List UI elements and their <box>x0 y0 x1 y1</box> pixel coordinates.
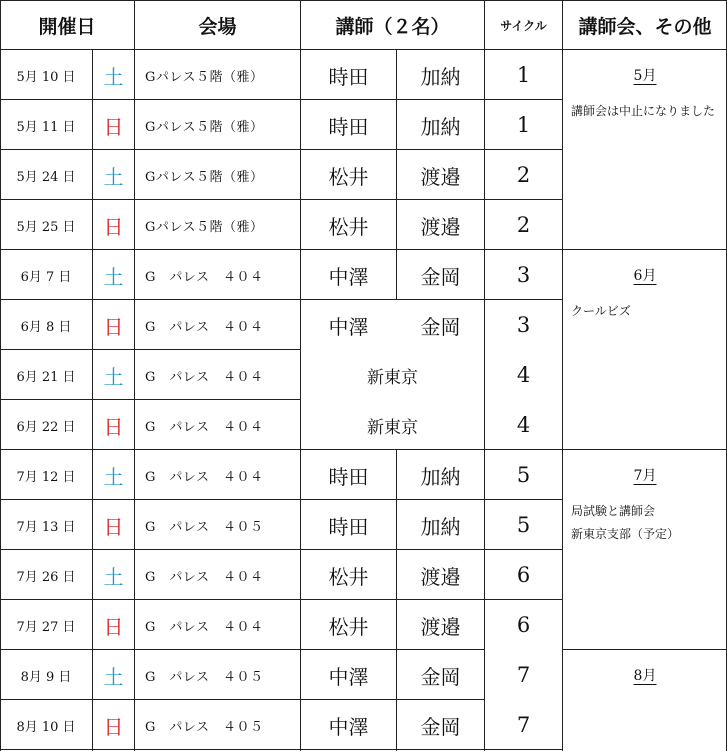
row-day-of-week: 日 <box>103 314 124 339</box>
row-venue: G パレス ４０４ <box>145 469 264 485</box>
row-date: 5月 11 日 <box>16 119 76 135</box>
row-venue: G パレス ４０５ <box>145 519 264 535</box>
row-instructor-2: 金岡 <box>420 314 461 339</box>
row-day-of-week: 日 <box>103 214 124 239</box>
grid-line <box>485 199 563 200</box>
grid-line <box>563 649 727 650</box>
grid-line <box>301 449 485 450</box>
row-cycle: 6 <box>516 613 531 637</box>
row-venue: Gパレス５階（雅） <box>145 119 264 135</box>
row-cycle: 2 <box>516 163 531 187</box>
grid-line <box>0 199 301 200</box>
notes-month-jun: 6月 <box>633 268 657 284</box>
grid-line <box>301 299 485 300</box>
notes-month-may: 5月 <box>633 68 657 84</box>
grid-line <box>0 99 301 100</box>
row-date: 5月 25 日 <box>16 219 76 235</box>
row-instructor-1: 時田 <box>328 514 369 539</box>
row-instructor-1: 松井 <box>328 164 369 189</box>
grid-line <box>301 149 485 150</box>
row-cycle: 3 <box>516 263 531 287</box>
row-date: 5月 24 日 <box>16 169 76 185</box>
row-venue: G パレス ４０５ <box>145 719 264 735</box>
grid-line <box>0 599 301 600</box>
row-day-of-week: 日 <box>103 514 124 539</box>
row-instructor-2: 金岡 <box>420 664 461 689</box>
grid-line <box>0 0 727 1</box>
grid-line <box>0 49 727 50</box>
grid-line <box>485 249 563 250</box>
row-date: 7月 26 日 <box>16 569 76 585</box>
notes-text-jun: クールビズ <box>571 304 631 318</box>
row-venue: Gパレス５階（雅） <box>145 219 264 235</box>
row-instructor-2: 加納 <box>420 64 461 89</box>
row-day-of-week: 日 <box>103 414 124 439</box>
grid-line <box>301 699 485 700</box>
grid-line <box>0 399 301 400</box>
grid-line <box>485 449 563 450</box>
row-cycle: 7 <box>516 663 531 687</box>
grid-line <box>485 749 563 750</box>
grid-line <box>563 249 727 250</box>
row-instructor-2: 加納 <box>420 514 461 539</box>
grid-line <box>485 149 563 150</box>
grid-line <box>301 599 485 600</box>
row-cycle: 1 <box>516 113 531 137</box>
grid-line <box>301 499 485 500</box>
grid-line <box>396 50 397 300</box>
notes-text-may: 講師会は中止になりました <box>571 104 716 118</box>
row-instructor-2: 渡邉 <box>420 614 461 639</box>
row-instructor-2: 金岡 <box>420 264 461 289</box>
row-date: 8月 10 日 <box>16 719 76 735</box>
row-venue: G パレス ４０４ <box>145 269 264 285</box>
grid-line <box>484 0 485 751</box>
row-date: 6月 7 日 <box>20 269 72 285</box>
grid-line <box>485 499 563 500</box>
grid-line <box>0 349 301 350</box>
grid-line <box>0 549 301 550</box>
row-instructor-2: 渡邉 <box>420 164 461 189</box>
row-cycle: 5 <box>516 513 531 537</box>
header-notes: 講師会、その他 <box>578 15 712 38</box>
grid-line <box>485 549 563 550</box>
row-venue: G パレス ４０４ <box>145 569 264 585</box>
grid-line <box>300 0 301 751</box>
row-instructor-2: 加納 <box>420 464 461 489</box>
row-day-of-week: 土 <box>103 664 124 689</box>
grid-line <box>0 0 1 751</box>
grid-line <box>92 50 93 751</box>
row-cycle: 4 <box>516 363 531 387</box>
row-cycle: 1 <box>516 63 531 87</box>
grid-line <box>0 299 301 300</box>
row-day-of-week: 土 <box>103 464 124 489</box>
grid-line <box>396 450 397 751</box>
grid-line <box>0 699 301 700</box>
grid-line <box>563 449 727 450</box>
grid-line <box>301 749 485 750</box>
grid-line <box>485 299 563 300</box>
row-venue: G パレス ４０４ <box>145 369 264 385</box>
row-instructor-1: 中澤 <box>328 264 369 289</box>
notes-text-jul: 局試験と講師会 新東京支部（予定） <box>571 504 680 541</box>
row-date: 7月 13 日 <box>16 519 76 535</box>
row-instructor-1: 中澤 <box>328 664 369 689</box>
grid-line <box>0 749 301 750</box>
row-date: 8月 9 日 <box>20 669 72 685</box>
row-day-of-week: 日 <box>103 614 124 639</box>
row-instructor-2: 渡邉 <box>420 214 461 239</box>
row-date: 7月 27 日 <box>16 619 76 635</box>
row-cycle: 4 <box>516 413 531 437</box>
grid-line <box>0 149 301 150</box>
grid-line <box>0 499 301 500</box>
row-date: 6月 22 日 <box>16 419 76 435</box>
row-venue: G パレス ４０４ <box>145 319 264 335</box>
row-day-of-week: 土 <box>103 264 124 289</box>
row-cycle: 6 <box>516 563 531 587</box>
row-day-of-week: 土 <box>103 364 124 389</box>
row-cycle: 3 <box>516 313 531 337</box>
row-instructor-1: 時田 <box>328 64 369 89</box>
row-day-of-week: 土 <box>103 564 124 589</box>
grid-line <box>0 649 301 650</box>
row-instructor-1: 中澤 <box>328 714 369 739</box>
row-instructor-1: 松井 <box>328 614 369 639</box>
notes-month-aug: 8月 <box>633 668 657 684</box>
row-venue: Gパレス５階（雅） <box>145 169 264 185</box>
row-cycle: 2 <box>516 213 531 237</box>
row-day-of-week: 日 <box>103 114 124 139</box>
grid-line <box>301 199 485 200</box>
row-venue: G パレス ４０５ <box>145 669 264 685</box>
row-venue: Gパレス５階（雅） <box>145 69 264 85</box>
row-instructor-2: 加納 <box>420 114 461 139</box>
row-date: 6月 21 日 <box>16 369 76 385</box>
row-instructor-1: 松井 <box>328 214 369 239</box>
row-instructor-1: 新東京 <box>367 417 418 438</box>
row-instructor-1: 中澤 <box>328 314 369 339</box>
row-day-of-week: 日 <box>103 714 124 739</box>
header-date: 開催日 <box>38 15 96 38</box>
grid-line <box>134 0 135 751</box>
grid-line <box>562 0 563 751</box>
header-venue: 会場 <box>198 15 237 38</box>
grid-line <box>301 649 485 650</box>
notes-month-jul: 7月 <box>633 468 657 484</box>
grid-line <box>0 249 301 250</box>
header-instructors: 講師（２名） <box>335 15 450 38</box>
header-cycle: サイクル <box>500 18 547 33</box>
row-instructor-1: 時田 <box>328 464 369 489</box>
row-day-of-week: 土 <box>103 64 124 89</box>
row-instructor-1: 松井 <box>328 564 369 589</box>
row-date: 7月 12 日 <box>16 469 76 485</box>
grid-line <box>485 99 563 100</box>
row-date: 5月 10 日 <box>16 69 76 85</box>
row-cycle: 5 <box>516 463 531 487</box>
row-instructor-2: 渡邉 <box>420 564 461 589</box>
grid-line <box>485 599 563 600</box>
row-cycle: 7 <box>516 713 531 737</box>
row-instructor-1: 時田 <box>328 114 369 139</box>
grid-line <box>301 249 485 250</box>
row-venue: G パレス ４０４ <box>145 419 264 435</box>
grid-line <box>301 99 485 100</box>
row-venue: G パレス ４０４ <box>145 619 264 635</box>
row-instructor-1: 新東京 <box>367 367 418 388</box>
row-date: 6月 8 日 <box>20 319 72 335</box>
grid-line <box>301 549 485 550</box>
row-day-of-week: 土 <box>103 164 124 189</box>
grid-line <box>0 449 301 450</box>
row-instructor-2: 金岡 <box>420 714 461 739</box>
